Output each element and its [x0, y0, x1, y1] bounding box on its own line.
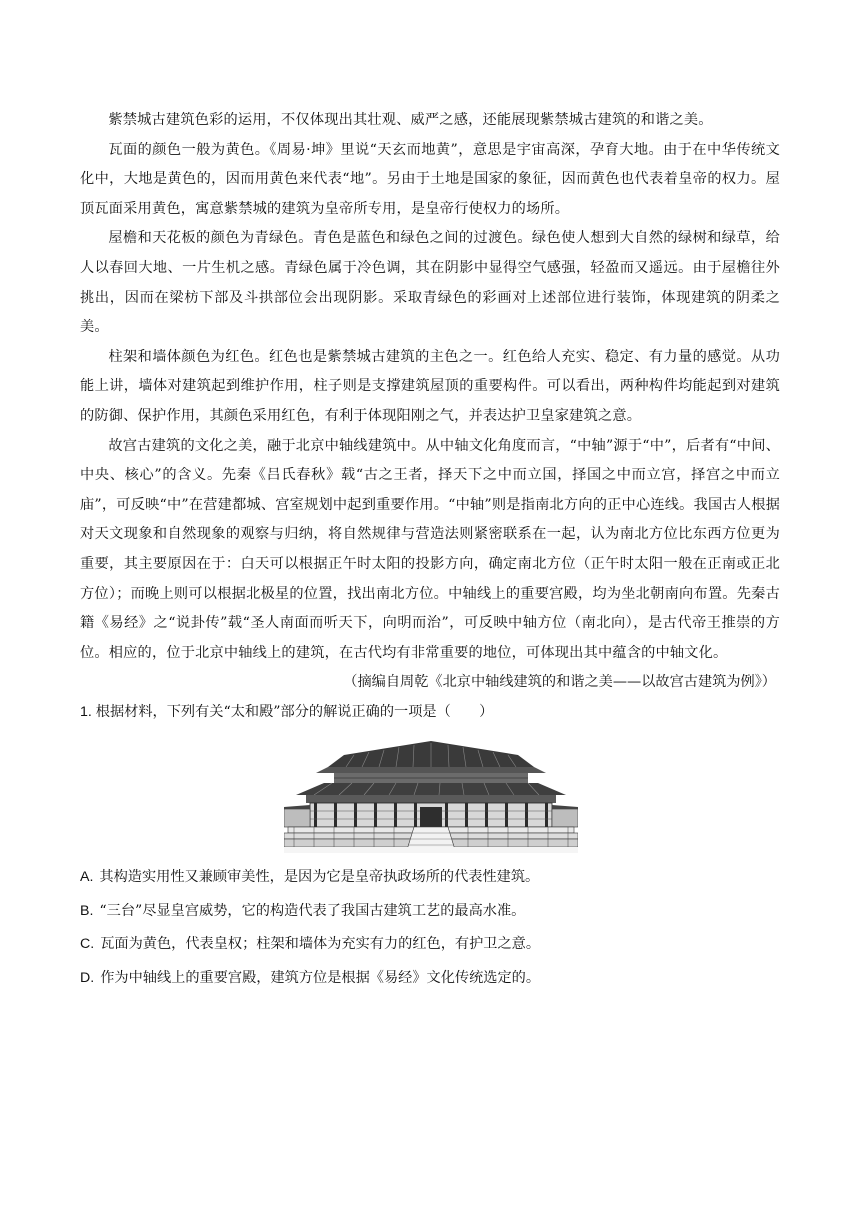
option-a-text: 其构造实用性又兼顾审美性，是因为它是皇帝执政场所的代表性建筑。 — [99, 869, 540, 886]
option-d[interactable] — [80, 962, 780, 996]
taihe-hall-illustration — [284, 733, 578, 853]
answer-options — [80, 861, 780, 995]
paragraph-intro: 紫禁城古建筑色彩的运用，不仅体现出其壮观、威严之感，还能展现紫禁城古建筑的和谐之美。 — [108, 112, 713, 128]
option-a-letter: A. — [80, 869, 94, 886]
question-number: 1. — [80, 703, 92, 720]
paragraph-roof-tiles: 瓦面的颜色一般为黄色。《周易·坤》里说“天玄而地黄”，意思是宇宙高深，孕育大地。由于在中华传统文化中，大地是黄色的，因而用黄色来代表“地”。另由于土地是国家的象征，因而黄色也代表着皇帝的权力。屋顶瓦面采用黄色，寓意紫禁城的建筑为皇帝所专用，是皇帝行使权力的场所。 — [80, 141, 780, 217]
paragraph-central-axis: 故宫古建筑的文化之美，融于北京中轴线建筑中。从中轴文化角度而言，“中轴”源于“中”，后者有“中间、中央、核心”的含义。先秦《吕氏春秋》载“古之王者，择天下之中而立国，择国之中而立宫，择宫之中而立庙”，可反映“中”在营建都城、宫室规划中起到重要作用。“中轴”则是指南北方向的正中心连线。我国古人根据对天文现象和自然现象的观察与归纳，将自然规律与营造法则紧密联系在一起，认为南北方位比东西方位更为重要，其主要原因在于：白天可以根据正午时太阳的投影方向，确定南北方位（正午时太阳一般在正南或正北方位）；而晚上则可以根据北极星的位置，找出南北方位。中轴线上的重要宫殿，均为坐北朝南向布置。先秦古籍《易经》之“说卦传”载“圣人南面而听天下，向明而治”，可反映中轴方位（南北向），是古代帝王推崇的方位。相应的，位于北京中轴线上的建筑，在古代均有非常重要的地位，可体现出其中蕴含的中轴文化。 — [80, 437, 780, 661]
option-d-text: 作为中轴线上的重要宫殿，建筑方位是根据《易经》文化传统选定的。 — [100, 969, 541, 986]
option-b-text: “三台”尽显皇宫威势，它的构造代表了我国古建筑工艺的最高水准。 — [99, 902, 526, 919]
paragraph-eaves: 屋檐和天花板的颜色为青绿色。青色是蓝色和绿色之间的过渡色。绿色使人想到大自然的绿树和绿草，给人以春回大地、一片生机之感。青绿色属于冷色调，其在阴影中显得空气感强，轻盈而又遥远。由于屋檐往外挑出，因而在梁枋下部及斗拱部位会出现阴影。采取青绿色的彩画对上述部位进行装饰，体现建筑的阴柔之美。 — [80, 230, 780, 336]
document-page — [80, 106, 780, 995]
source-citation: （摘编自周乾《北京中轴线建筑的和谐之美——以故宫古建筑为例》） — [343, 674, 776, 691]
option-b[interactable] — [80, 895, 780, 929]
paragraph-columns-walls: 柱架和墙体颜色为红色。红色也是紫禁城古建筑的主色之一。红色给人充实、稳定、有力量的感觉。从功能上讲，墙体对建筑起到维护作用，柱子则是支撑建筑屋顶的重要构件。可以看出，两种构件均能起到对建筑的防御、保护作用，其颜色采用红色，有利于体现阳刚之气，并表达护卫皇家建筑之意。 — [80, 348, 780, 424]
question-stem — [80, 698, 780, 728]
option-b-letter: B. — [80, 902, 94, 919]
option-d-letter: D. — [80, 969, 95, 986]
question-text: 根据材料，下列有关“太和殿”部分的解说正确的一项是（ ） — [95, 703, 494, 720]
option-c-text: 瓦面为黄色，代表皇权；柱架和墙体为充实有力的红色，有护卫之意。 — [100, 936, 541, 953]
option-c-letter: C. — [80, 936, 95, 953]
option-c[interactable] — [80, 928, 780, 962]
option-a[interactable] — [80, 861, 780, 895]
